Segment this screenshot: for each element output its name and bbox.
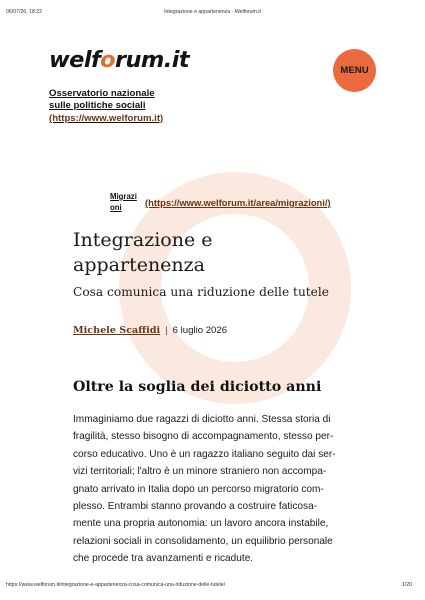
category-url[interactable]: (https://www.welforum.it/area/migrazioni/) bbox=[145, 197, 331, 208]
print-page-title: Integrazione e appartenenza - Welforum.it bbox=[164, 9, 261, 15]
byline-separator: | bbox=[165, 325, 168, 336]
logo-text-end: rum.it bbox=[115, 47, 189, 73]
menu-button[interactable]: MENU bbox=[333, 49, 376, 92]
logo-text-start: welf bbox=[49, 47, 101, 73]
paragraph-line: Immaginiamo due ragazzi di diciotto anni. Stessa storia di bbox=[73, 414, 331, 425]
paragraph-line: corso educativo. Uno è un ragazzo italiano seguito dai ser- bbox=[73, 448, 336, 460]
site-tagline-link[interactable] bbox=[49, 88, 249, 125]
print-page-number: 1/20 bbox=[401, 582, 412, 588]
paragraph-line: gnato arrivato in Italia dopo un percorso migratorio com- bbox=[73, 483, 324, 495]
print-datetime: 06/07/26, 18:22 bbox=[6, 9, 43, 15]
paragraph-line: che procede tra avanzamenti e ricadute. bbox=[73, 553, 254, 565]
paragraph-line: fragilità, stesso bisogno di accompagnamento, stesso per- bbox=[73, 431, 334, 443]
paragraph-line: relazioni sociali in consolidamento, un equilibrio personale bbox=[73, 535, 333, 547]
tagline-url: (https://www.welforum.it) bbox=[49, 112, 164, 124]
site-logo[interactable] bbox=[49, 49, 189, 72]
category-link[interactable]: Migrazioni bbox=[110, 192, 137, 212]
article-paragraph bbox=[73, 411, 363, 568]
section-heading: Oltre la soglia dei diciotto anni bbox=[73, 379, 322, 395]
article-title: Integrazione e appartenenza bbox=[73, 229, 213, 276]
author-link[interactable]: Michele Scaffidi bbox=[73, 325, 161, 336]
article-byline bbox=[73, 325, 227, 336]
publish-date: 6 luglio 2026 bbox=[172, 325, 228, 336]
paragraph-line: mente una propria autonomia: un lavoro ancora instabile, bbox=[73, 518, 329, 530]
tagline-line-1: Osservatorio nazionale bbox=[49, 88, 155, 99]
print-url: https://www.welforum.it/integrazione-e-appartenenza-cosa-comunica-una-riduzione-delle-tutele/ bbox=[6, 582, 226, 588]
paragraph-line: vizi territoriali; l'altro è un minore straniero non accompa- bbox=[73, 466, 327, 478]
article-subtitle: Cosa comunica una riduzione delle tutele bbox=[73, 285, 330, 299]
logo-o-icon: o bbox=[100, 47, 116, 73]
paragraph-line: plesso. Entrambi stanno provando a costruire faticosa- bbox=[73, 501, 318, 513]
tagline-line-2: sulle politiche sociali bbox=[49, 100, 146, 112]
